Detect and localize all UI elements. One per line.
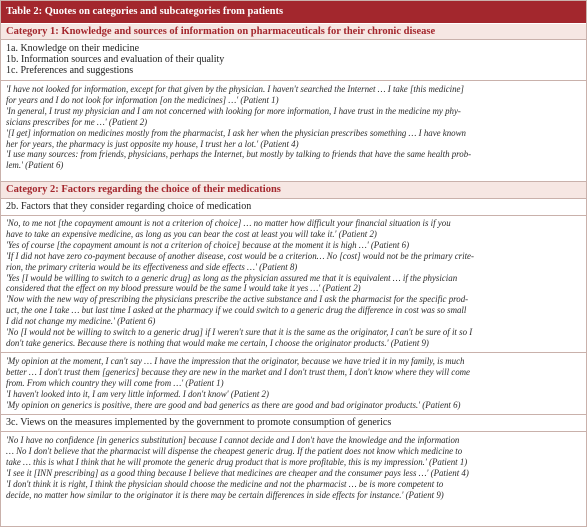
divider <box>1 414 586 415</box>
quote-line: 'Yes [I would be willing to switch to a generic drug] as long as the physician assured me that it is equivalent … if the physician <box>6 272 458 283</box>
quote-line: 'If I did not have zero co-payment because of another disease, cost would be a criterion… No [cost] would not be the primary crite- <box>6 250 474 261</box>
table-title: Table 2: Quotes on categories and subcategories from patients <box>1 1 586 23</box>
quote-line: rion, the primary criteria would be its effectiveness and side effects …' (Patient 8) <box>6 261 298 272</box>
quote-line: 'My opinion on generics is positive, there are good and bad generics as there are good and bad originator products.' (Patient 6) <box>6 399 461 410</box>
category-1-quotes <box>1 84 586 171</box>
quote-line: lem.' (Patient 6) <box>6 160 64 171</box>
quote-line: 'No [I would not be willing to switch to a generic drug] if I weren't sure that it is the same as the originator, I can't be sure of it so I <box>6 327 473 338</box>
divider <box>1 198 586 199</box>
quote-line: 'In general, I trust my physician and I am not concerned with looking for more information, I have trust in the medicine my phy- <box>6 105 461 116</box>
quote-line: uct, the one I take … but last time I asked at the pharmacy if we could switch to a generic drug the difference in cost was so small <box>6 305 467 316</box>
quote-line: her for years, the pharmacy is just opposite my house, I trust her a lot.' (Patient 4) <box>6 138 299 149</box>
quote-line: 'I don't think it is right, I think the physician should choose the medicine and not the pharmacist … be is more competent to <box>6 478 444 489</box>
category-2-quotes-block-3 <box>1 435 586 500</box>
subcategory-1c: 1c. Preferences and suggestions <box>6 65 134 76</box>
quote-line: 'I haven't looked into it, I am very little informed. I don't know' (Patient 2) <box>6 388 269 399</box>
quote-line: for years and I do not look for information [on the medicines] …' (Patient 1) <box>6 94 279 105</box>
subcategory-3c-label: 3c. Views on the measures implemented by the government to promote consumption of generics <box>6 417 392 428</box>
quote-line: don't take generics. Because there is nothing that would make me certain, I choose the originator products.' (Patient 9) <box>6 337 429 348</box>
quote-line: 'I see it [INN prescribing] as a good thing because I believe that medicines are cheaper and the consumer pays less …' (Patient 4) <box>6 467 469 478</box>
quote-line: better … I don't trust them [generics] because they are new in the market and I don't trust them, I don't know where they will come <box>6 366 470 377</box>
subcategory-2b <box>1 201 586 212</box>
quote-line: 'No, to me not [the copayment amount is not a criterion of choice] … no matter how difficult your financial situation is if you <box>6 218 451 228</box>
divider <box>1 39 586 40</box>
category-2-heading: Category 2: Factors regarding the choice of their medications <box>1 182 586 198</box>
category-2-quotes-block-2 <box>1 356 586 411</box>
quote-line: decide, no matter how similar to the originator it is there may be certain differences in side effects for instance.' (Patient 9) <box>6 489 444 500</box>
quote-line: 'My opinion at the moment, I can't say … I have the impression that the originator, because we have tried it in my family, is much <box>6 356 465 366</box>
quote-line: take … this is what I think that he will promote the generic drug product that is more profitable, this is my impression.' (Patient 1) <box>6 456 468 467</box>
quote-line: … No I don't believe that the pharmacist will dispense the cheapest generic drug. If the patient does not know which medicine to <box>6 445 463 456</box>
quote-line: 'Now with the new way of prescribing the physicians prescribe the active substance and I ask the pharmacist for the specific prod- <box>6 294 469 305</box>
quote-line: from. From which country they will come from …' (Patient 1) <box>6 377 224 388</box>
quote-line: 'Yes of course [the copayment amount is not a criterion of choice] because at the moment it is high …' (Patient 6) <box>6 239 410 250</box>
subcategory-1b: 1b. Information sources and evaluation of their quality <box>6 54 225 65</box>
quote-line: '[I get] information on medicines mostly from the pharmacist, I ask her when the physician prescribes something … I have known <box>6 127 466 138</box>
category-1-subcategories <box>1 43 586 76</box>
quote-line: 'No I have no confidence [in generics substitution] because I cannot decide and I don't have the knowledge and the information <box>6 435 460 445</box>
quote-line: 'I have not looked for information, except for that given by the physician. I haven't searched the Internet … I take [this medicine] <box>6 84 464 94</box>
divider <box>1 215 586 216</box>
divider <box>1 431 586 432</box>
quote-line: I did not change my medicine.' (Patient 6) <box>6 316 156 327</box>
subcategory-3c <box>1 417 586 428</box>
subcategory-2b-label: 2b. Factors that they consider regarding choice of medication <box>6 201 252 212</box>
divider <box>1 352 586 353</box>
divider <box>1 80 586 81</box>
quote-line: 'I use many sources: from friends, physicians, perhaps the Internet, but mostly by talking to friends that have the same health prob- <box>6 149 472 160</box>
quote-line: considered that the effect on my blood pressure would be the same I would take it yes …' (Patient 2) <box>6 283 361 294</box>
subcategory-1a: 1a. Knowledge on their medicine <box>6 43 140 54</box>
quote-line: have to take an expensive medicine, as long as you can bear the cost at least you will take it.' (Patient 2) <box>6 228 377 239</box>
category-2-quotes-block-1 <box>1 218 586 349</box>
quote-line: sicians prescribes for me …' (Patient 2) <box>6 116 148 127</box>
category-1-heading: Category 1: Knowledge and sources of information on pharmaceuticals for their chronic disease <box>1 24 586 39</box>
